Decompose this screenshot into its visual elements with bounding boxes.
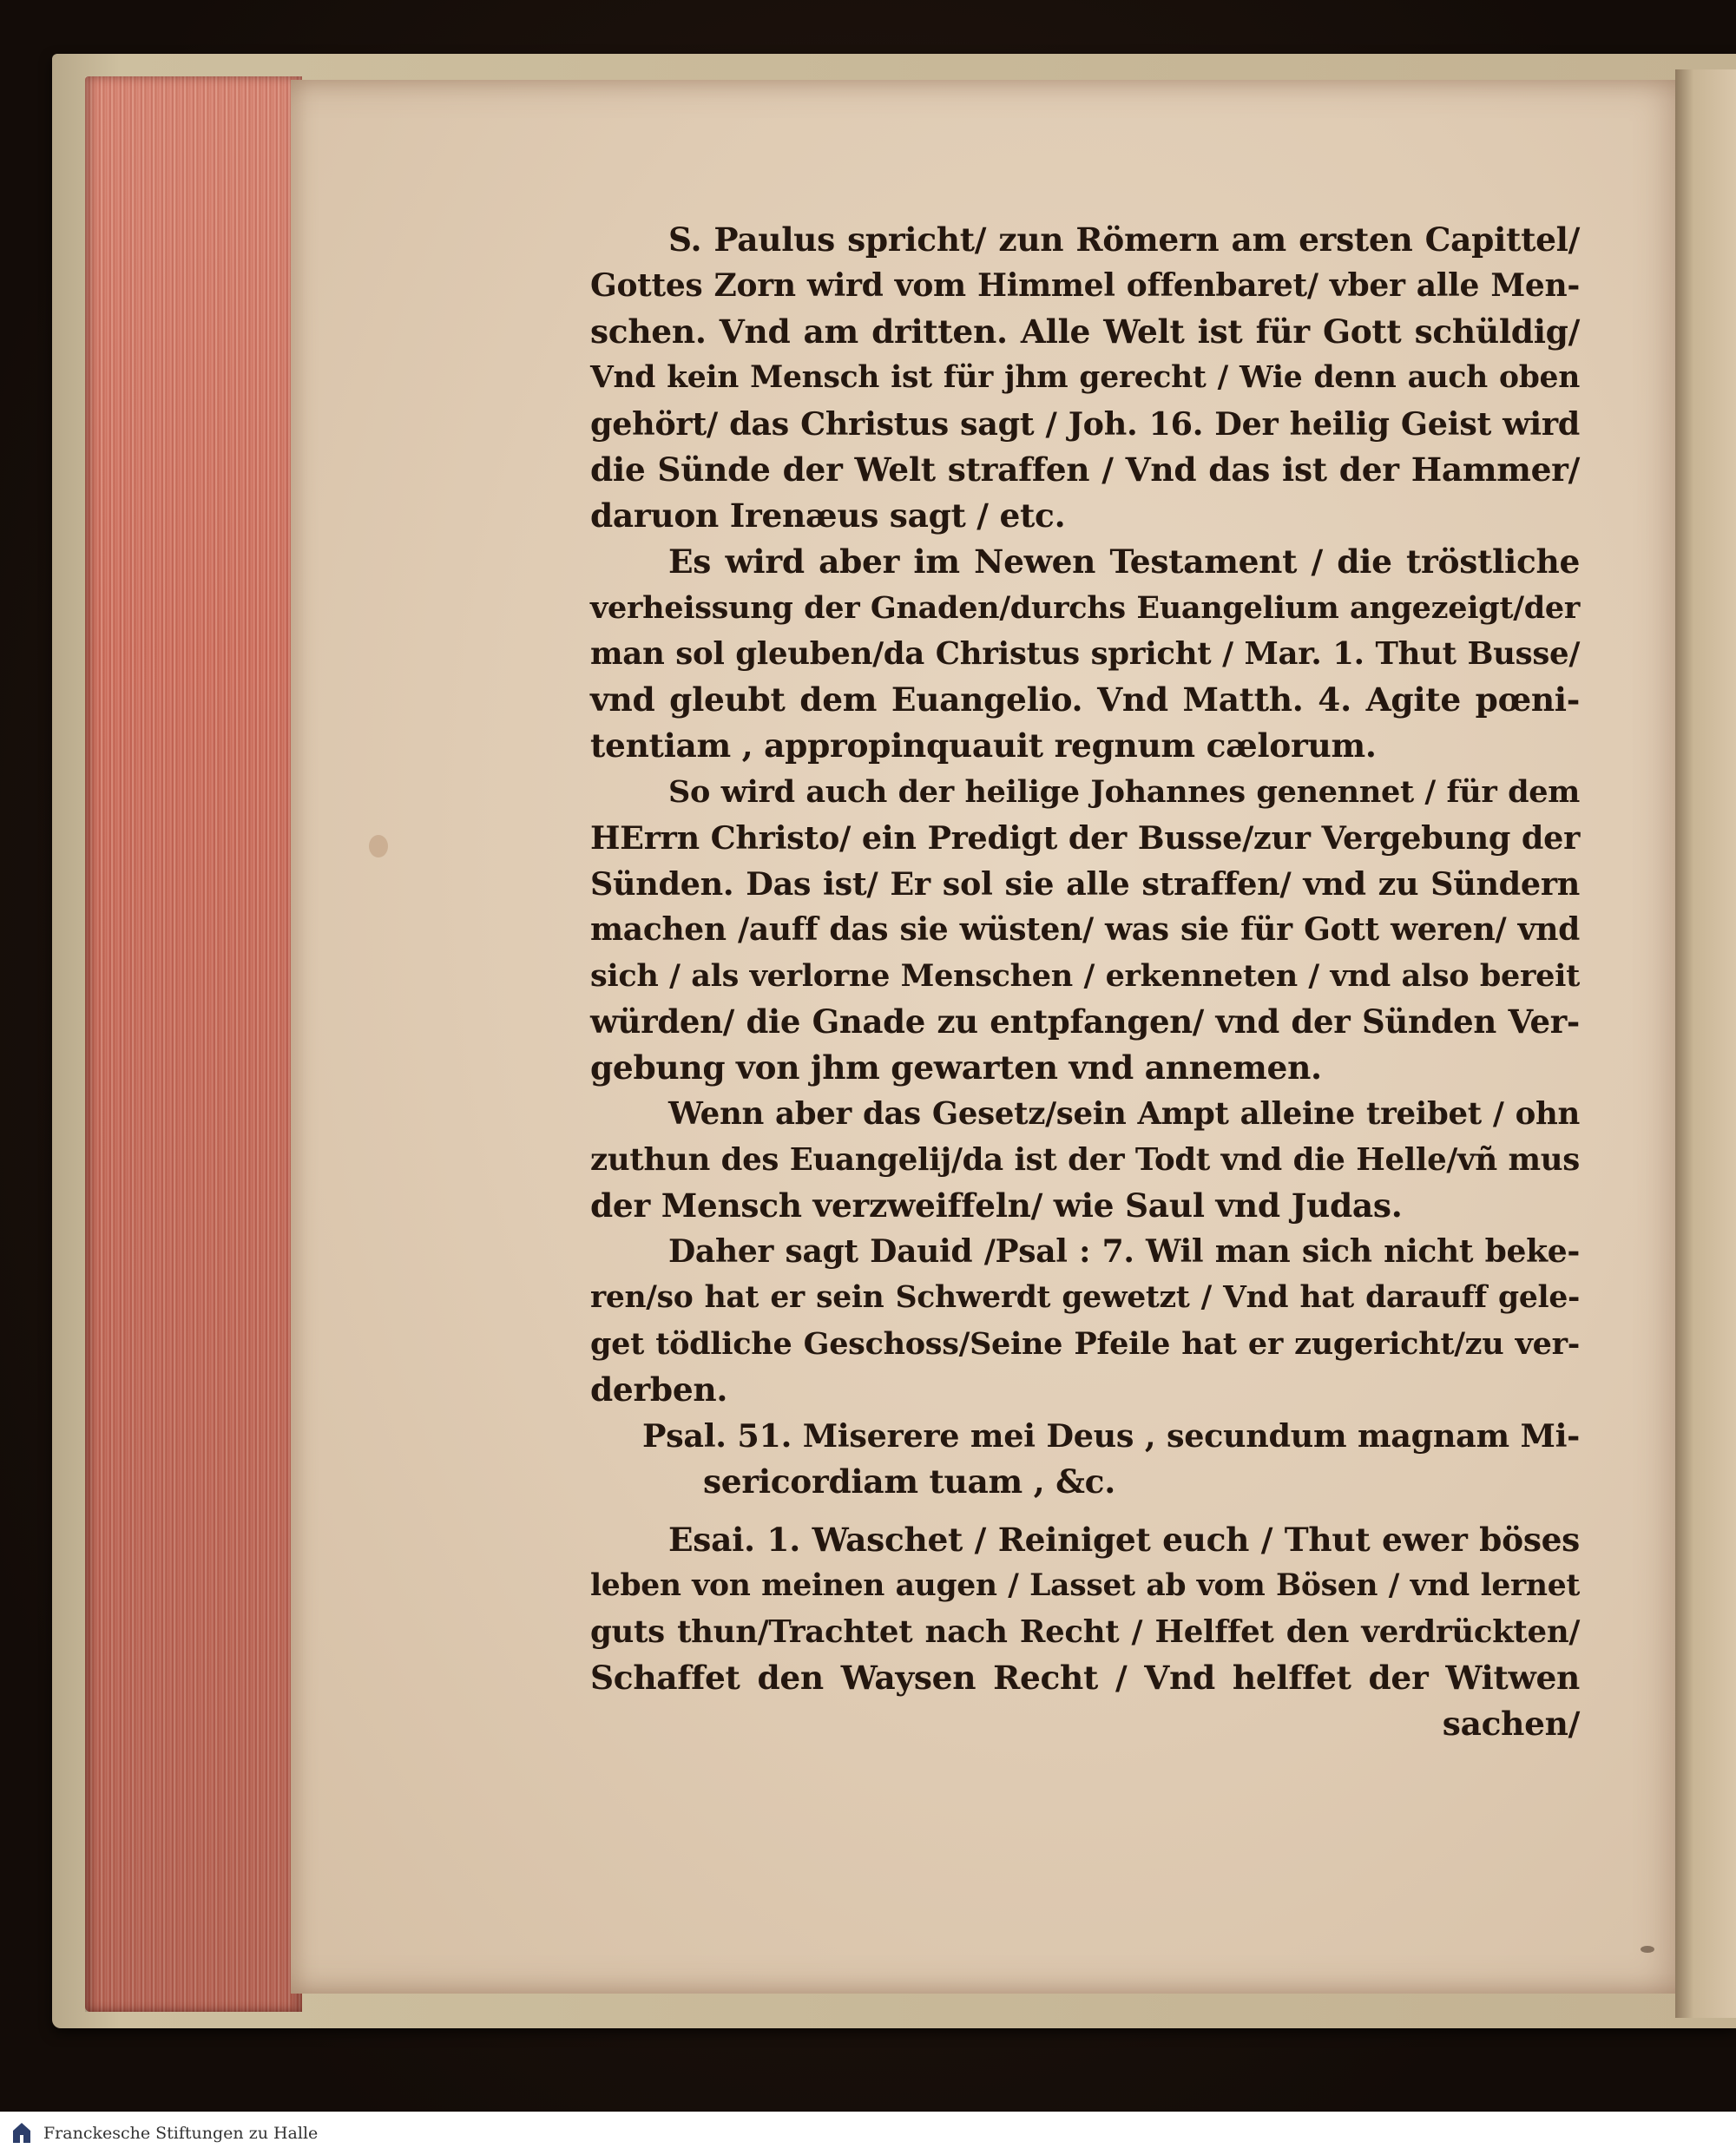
text-line: die Sünde der Welt straffen / Vnd das ist der Hammer/: [590, 450, 1580, 489]
text-line: Schaffet den Waysen Recht / Vnd helffet der Witwen: [590, 1659, 1580, 1697]
text-line: ren/so hat er sein Schwerdt gewetzt / Vnd hat darauff gele-: [590, 1280, 1580, 1315]
text-line: gebung von jhm gewarten vnd annemen.: [590, 1048, 1322, 1087]
footer-bar: [0, 2112, 1736, 2155]
text-line: sericordiam tuam , &c.: [703, 1462, 1115, 1501]
footer-institution-name: Franckesche Stiftungen zu Halle: [43, 2124, 319, 2143]
text-line: gehört/ das Christus sagt / Joh. 16. Der heilig Geist wird: [590, 405, 1580, 443]
text-line: Wenn aber das Gesetz/sein Ampt alleine treibet / ohn: [668, 1096, 1580, 1132]
paper-stain: [1641, 1946, 1654, 1953]
text-line: Vnd kein Mensch ist für jhm gerecht / Wie denn auch oben: [590, 360, 1580, 395]
text-line: zuthun des Euangelij/da ist der Todt vnd die Helle/vñ mus: [590, 1142, 1580, 1178]
text-line: Psal. 51. Miserere mei Deus , secundum magnam Mi-: [642, 1417, 1580, 1455]
text-line: get tödliche Geschoss/Seine Pfeile hat er zugericht/zu ver-: [590, 1326, 1580, 1362]
text-line: würden/ die Gnade zu entpfangen/ vnd der Sünden Ver-: [590, 1002, 1580, 1041]
text-line: daruon Irenæus sagt / etc.: [590, 496, 1066, 535]
francke-foundation-logo-icon: [9, 2120, 35, 2146]
text-line: guts thun/Trachtet nach Recht / Helffet den verdrückten/: [590, 1614, 1580, 1650]
text-line: der Mensch verzweiffeln/ wie Saul vnd Judas.: [590, 1186, 1403, 1225]
text-line: S. Paulus spricht/ zun Römern am ersten Capittel/: [668, 220, 1580, 259]
text-line: tentiam , appropinquauit regnum cælorum.: [590, 726, 1377, 765]
text-line: Esai. 1. Waschet / Reiniget euch / Thut ewer böses: [668, 1521, 1580, 1559]
text-line: So wird auch der heilige Johannes genennet / für dem: [668, 774, 1580, 810]
text-line: vnd gleubt dem Euangelio. Vnd Matth. 4. Agite pœni-: [590, 680, 1580, 719]
text-line: Gottes Zorn wird vom Himmel offenbaret/ vber alle Men-: [590, 267, 1580, 304]
text-line: leben von meinen augen / Lasset ab vom Bösen / vnd lernet: [590, 1568, 1580, 1603]
text-line: sachen/: [1442, 1705, 1580, 1743]
text-line: Daher sagt Dauid /Psal : 7. Wil man sich nicht beke-: [668, 1233, 1580, 1270]
text-line: sich / als verlorne Menschen / erkenneten / vnd also bereit: [590, 958, 1580, 994]
text-line: man sol gleuben/da Christus spricht / Mar. 1. Thut Busse/: [590, 636, 1580, 672]
page-text-block: [590, 217, 1580, 1747]
text-line: derben.: [590, 1370, 728, 1409]
text-line: HErrn Christo/ ein Predigt der Busse/zur Vergebung der: [590, 819, 1580, 857]
facing-page-gutter: [1675, 69, 1736, 2018]
text-line: Sünden. Das ist/ Er sol sie alle straffen/ vnd zu Sündern: [590, 865, 1580, 903]
paper-stain: [369, 835, 388, 857]
text-line: machen /auff das sie wüsten/ was sie für Gott weren/ vnd: [590, 911, 1580, 948]
red-page-edge: [85, 76, 302, 2012]
text-line: Es wird aber im Newen Testament / die tröstliche: [668, 542, 1580, 581]
text-line: verheissung der Gnaden/durchs Euangelium angezeigt/der: [590, 590, 1580, 626]
text-line: schen. Vnd am dritten. Alle Welt ist für Gott schüldig/: [590, 312, 1580, 351]
